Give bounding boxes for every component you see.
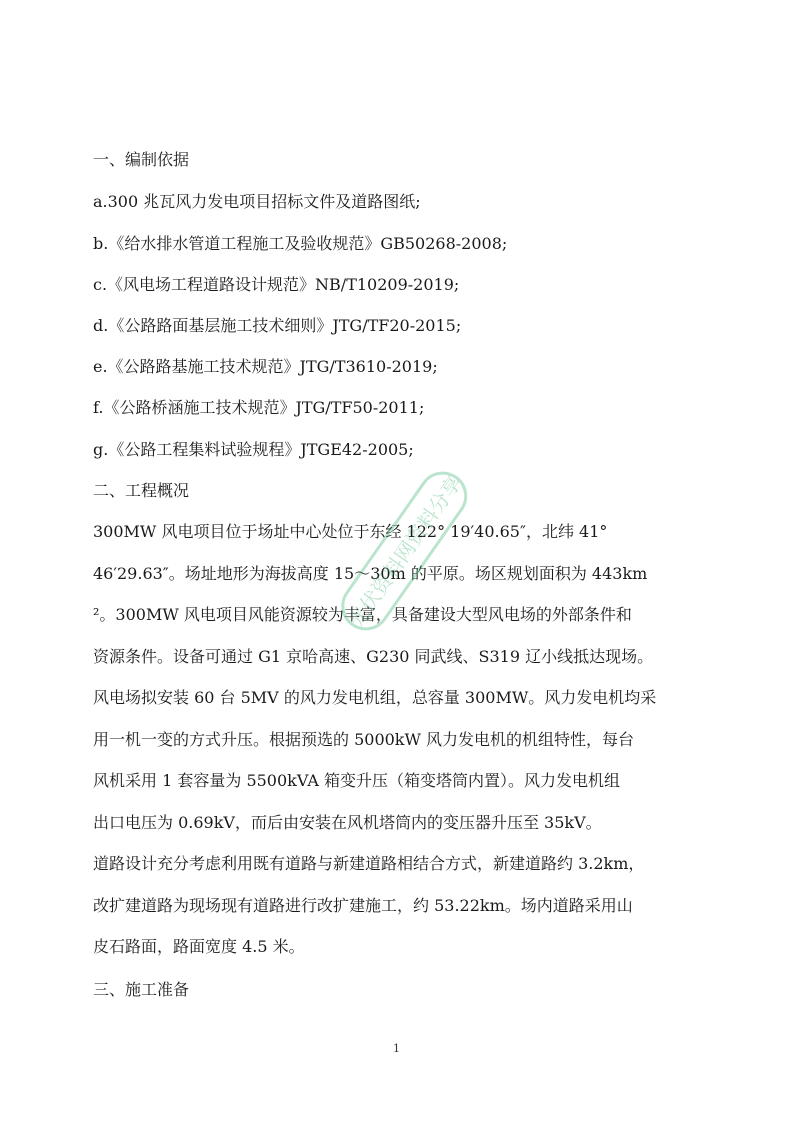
overview-line: 用一机一变的方式升压。根据预选的 5000kW 风力发电机的机组特性，每台 [93,730,635,749]
watermark-text: 光伏资料网资料分享 [343,470,467,633]
road-design-line: 改扩建道路为现场现有道路进行改扩建施工，约 53.22km。场内道路采用山 [93,896,633,915]
overview-line: 风电场拟安装 60 台 5MV 的风力发电机组，总容量 300MW。风力发电机均采 [93,688,657,707]
reference-item-e: e.《公路路基施工技术规范》JTG/T3610-2019; [93,357,438,376]
overview-line: ²。300MW 风电项目风能资源较为丰富，具备建设大型风电场的外部条件和 [93,605,632,624]
section-heading-1: 一、编制依据 [93,150,190,169]
road-design-line: 皮石路面，路面宽度 4.5 米。 [93,937,305,956]
page-number: 1 [393,1042,400,1055]
reference-item-g: g.《公路工程集料试验规程》JTGE42-2005; [93,440,414,459]
overview-line: 出口电压为 0.69kV，而后由安装在风机塔筒内的变压器升压至 35kV。 [93,813,602,832]
overview-line: 300MW 风电项目位于场址中心处位于东经 122° 19′40.65″，北纬 41° [93,522,608,541]
section-heading-2: 二、工程概况 [93,481,190,500]
reference-item-d: d.《公路路面基层施工技术细则》JTG/TF20-2015; [93,316,462,335]
overview-line: 风机采用 1 套容量为 5500kVA 箱变升压（箱变塔筒内置）。风力发电机组 [93,771,620,790]
reference-item-f: f.《公路桥涵施工技术规范》JTG/TF50-2011; [93,398,425,417]
road-design-line: 道路设计充分考虑利用既有道路与新建道路相结合方式，新建道路约 3.2km， [93,854,645,873]
overview-line: 资源条件。设备可通过 G1 京哈高速、G230 同武线、S319 辽小线抵达现场。 [93,647,654,666]
reference-item-b: b.《给水排水管道工程施工及验收规范》GB50268-2008; [93,234,508,253]
overview-line: 46′29.63″。场址地形为海拔高度 15～30m 的平原。场区规划面积为 443km [93,564,648,583]
reference-item-c: c.《风电场工程道路设计规范》NB/T10209-2019; [93,275,460,294]
section-heading-3: 三、施工准备 [93,980,190,999]
watermark-stamp [300,440,520,670]
reference-item-a: a.300 兆瓦风力发电项目招标文件及道路图纸; [93,192,421,211]
